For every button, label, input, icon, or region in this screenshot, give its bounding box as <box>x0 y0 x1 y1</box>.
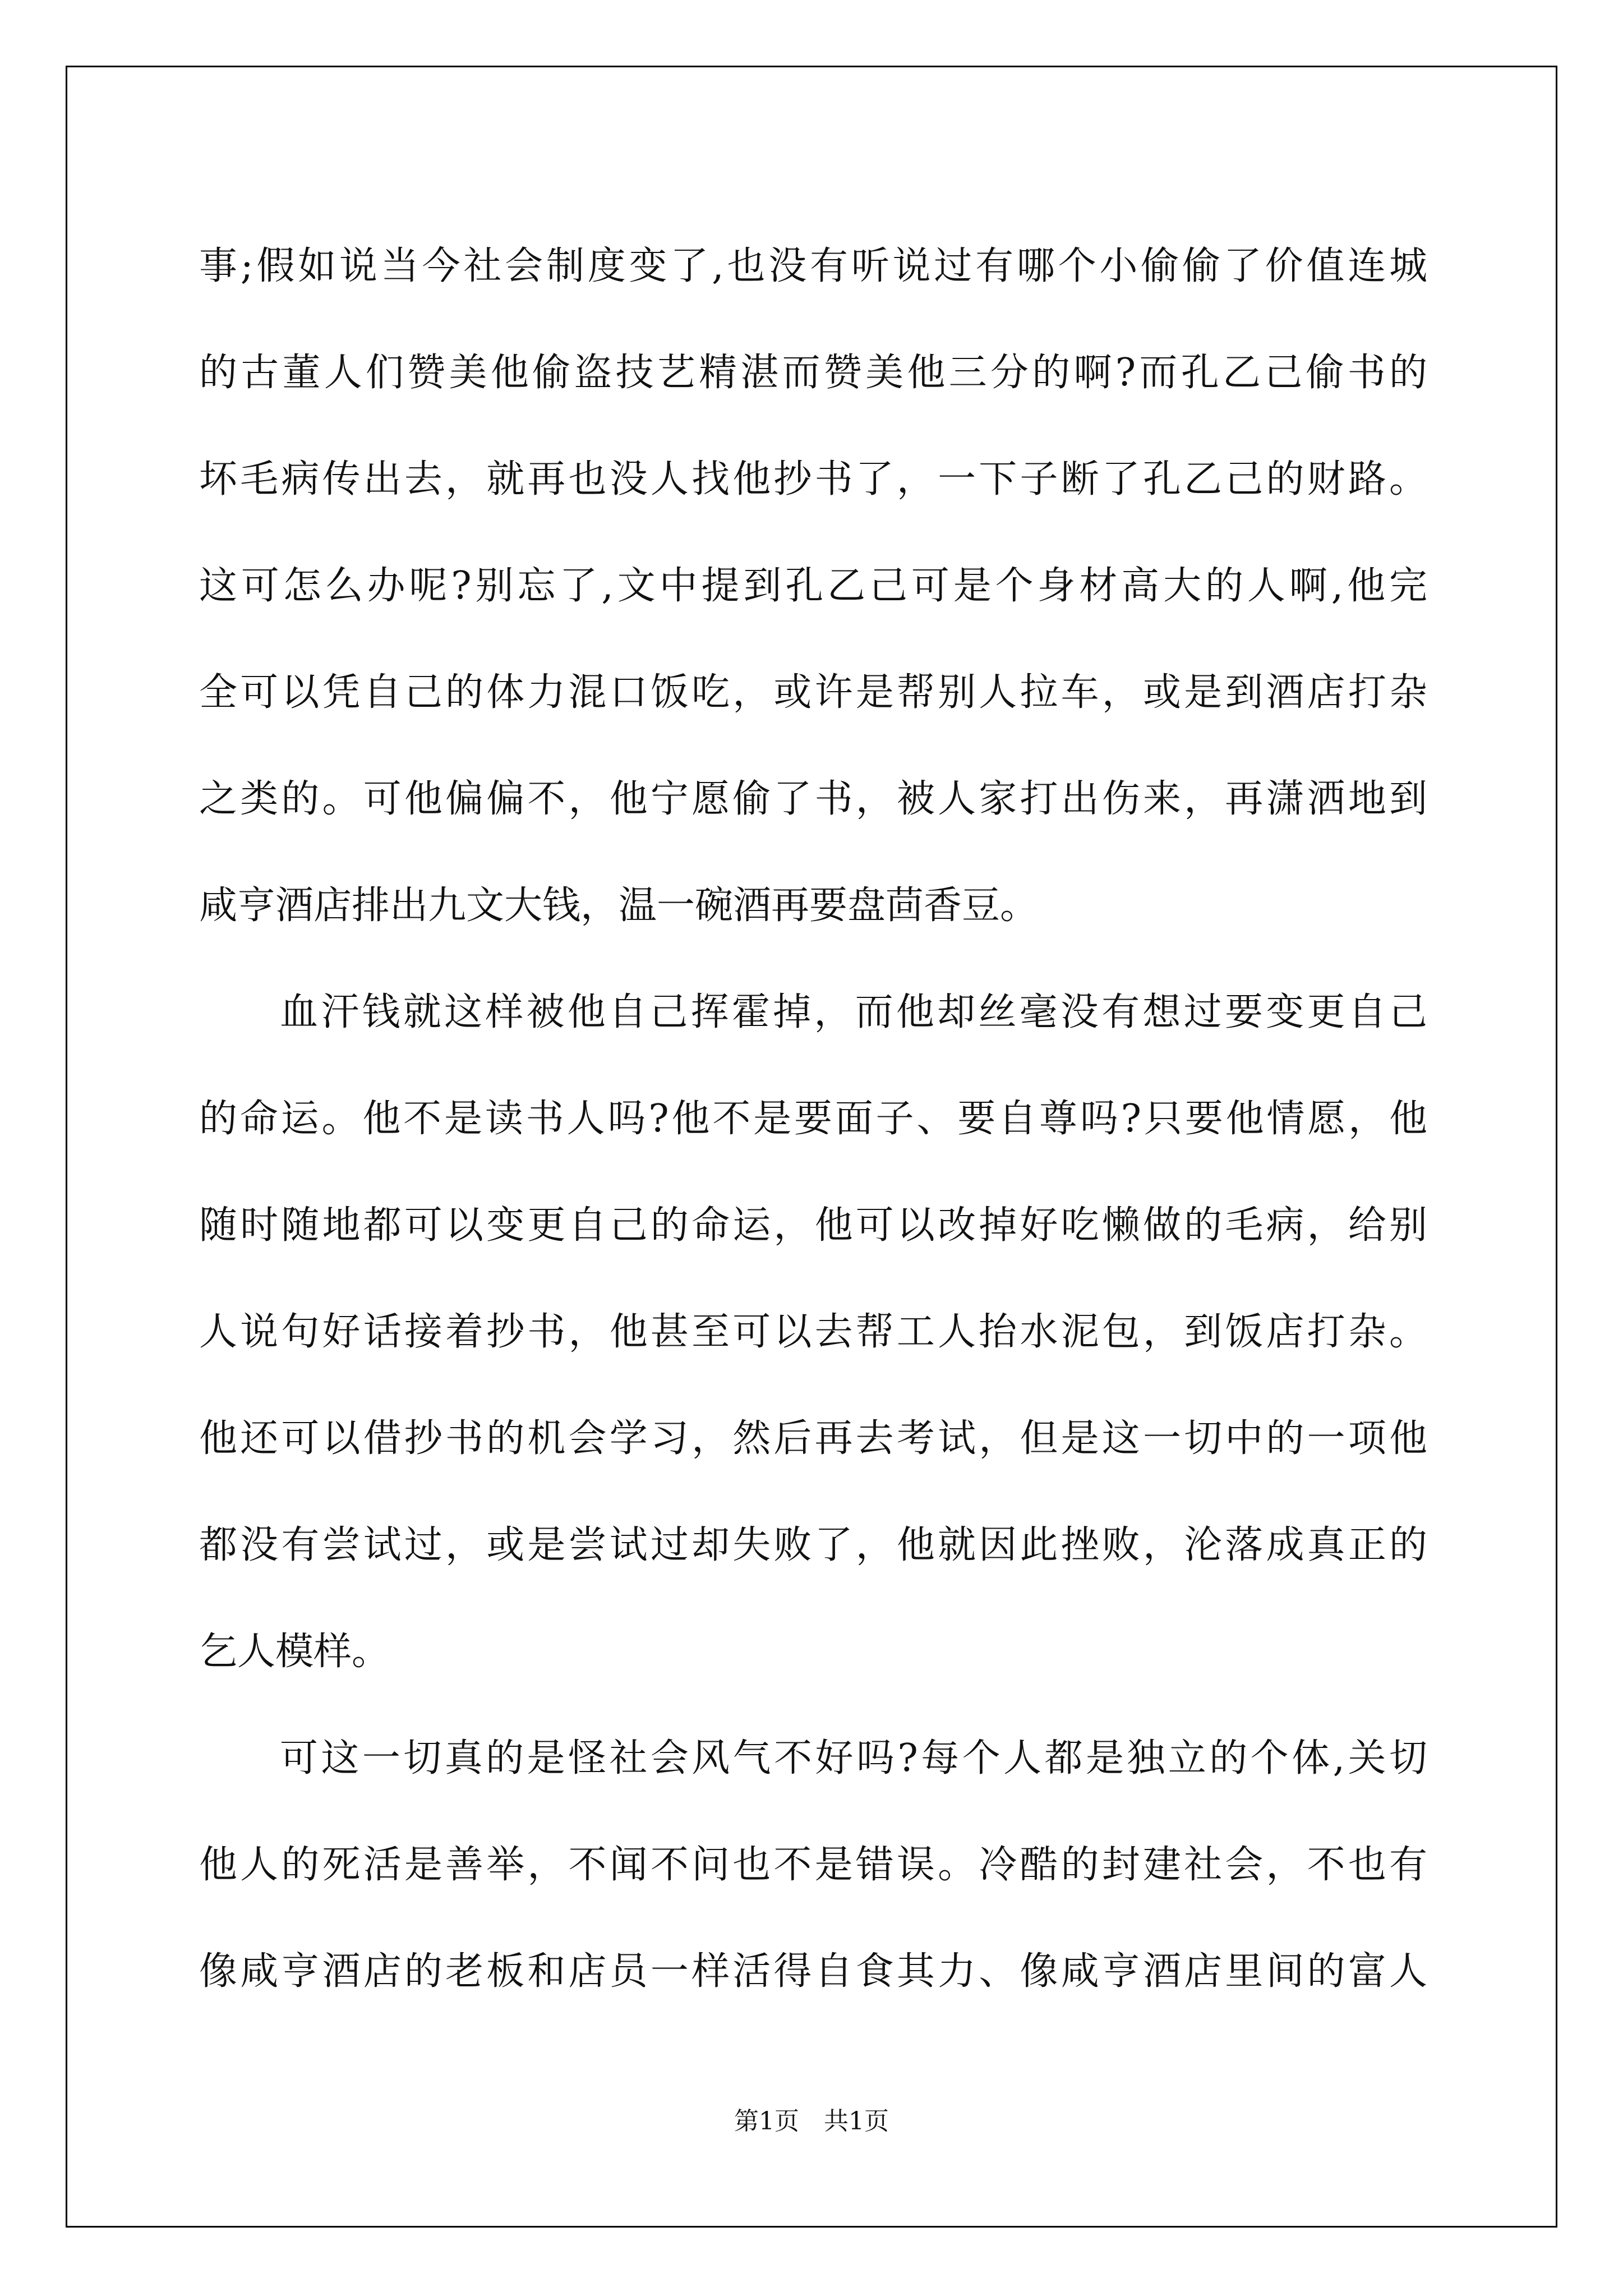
text-line: 像咸亨酒店的老板和店员一样活得自食其力、像咸亨酒店里间的富人 <box>199 1949 1427 1994</box>
text-line: 随时随地都可以变更自己的命运，他可以改掉好吃懒做的毛病，给别 <box>199 1203 1427 1248</box>
text-line: 可这一切真的是怪社会风气不好吗?每个人都是独立的个体,关切 <box>280 1736 1427 1780</box>
document-body <box>199 213 1427 2025</box>
text-line: 都没有尝试过，或是尝试过却失败了，他就因此挫败，沦落成真正的 <box>199 1523 1427 1567</box>
text-line: 人说句好话接着抄书，他甚至可以去帮工人抬水泥包，到饭店打杂。 <box>199 1310 1427 1354</box>
text-line: 之类的。可他偏偏不，他宁愿偷了书，被人家打出伤来，再潇洒地到 <box>199 777 1427 821</box>
text-line: 乞人模样。 <box>199 1630 390 1674</box>
text-line: 血汗钱就这样被他自己挥霍掉，而他却丝毫没有想过要变更自己 <box>280 990 1427 1034</box>
text-line: 坏毛病传出去，就再也没人找他抄书了，一下子断了孔乙己的财路。 <box>199 457 1427 501</box>
page-number-footer: 第1页 共1页 <box>734 2107 889 2136</box>
text-line: 事;假如说当今社会制度变了,也没有听说过有哪个小偷偷了价值连城 <box>199 244 1427 288</box>
text-line: 他还可以借抄书的机会学习，然后再去考试，但是这一切中的一项他 <box>199 1416 1427 1461</box>
text-line: 他人的死活是善举，不闻不问也不是错误。冷酷的封建社会，不也有 <box>199 1843 1427 1887</box>
text-line: 的命运。他不是读书人吗?他不是要面子、要自尊吗?只要他情愿，他 <box>199 1097 1427 1141</box>
text-line: 的古董人们赞美他偷盗技艺精湛而赞美他三分的啊?而孔乙己偷书的 <box>199 351 1427 395</box>
text-line: 全可以凭自己的体力混口饭吃，或许是帮别人拉车，或是到酒店打杂 <box>199 670 1427 715</box>
text-line: 这可怎么办呢?别忘了,文中提到孔乙己可是个身材高大的人啊,他完 <box>199 564 1427 608</box>
text-line: 咸亨酒店排出九文大钱，温一碗酒再要盘茴香豆。 <box>199 884 1039 928</box>
